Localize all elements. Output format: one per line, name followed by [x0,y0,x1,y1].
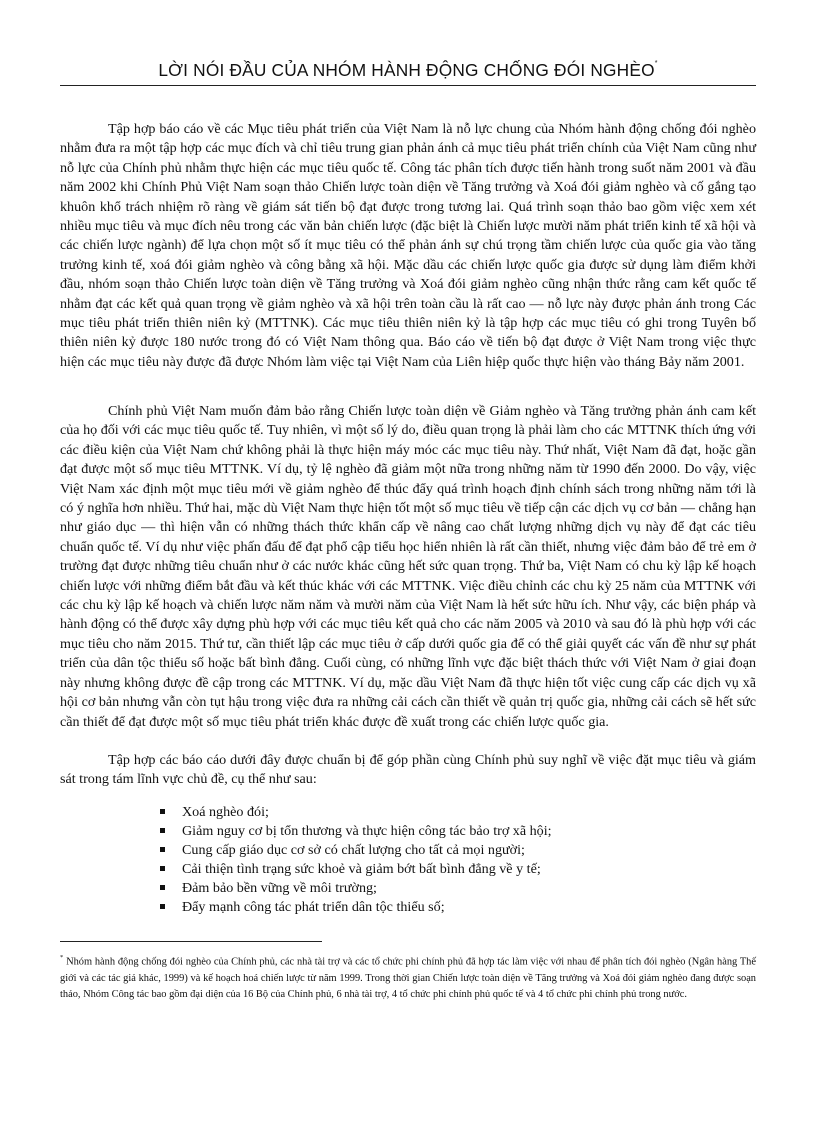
bullet-icon [160,847,165,852]
list-item-text: Cải thiện tình trạng sức khoẻ và giảm bớt bất bình đẳng về y tế; [182,861,541,877]
list-item [160,860,740,879]
footnote-separator [60,941,322,942]
list-item-text: Đảm bảo bền vững về môi trường; [182,880,377,896]
footnote [60,951,756,1003]
title-underline [60,85,756,86]
list-item-text: Đẩy mạnh công tác phát triển dân tộc thiểu số; [182,899,445,915]
footnote-marker: * [60,954,64,961]
page-title [60,60,756,81]
paragraph-2 [60,402,756,732]
list-item [160,879,740,898]
list-item-text: Xoá nghèo đói; [182,804,269,820]
paragraph-2-text: Chính phủ Việt Nam muốn đảm bảo rằng Chiến lược toàn diện về Giảm nghèo và Tăng trưởng phản ánh cam kết của họ đối với các mục tiêu quốc tế. Tuy nhiên, vì một số lý do, điều quan trọng là phải làm cho các MTTNK thích ứng với các điều kiện của Việt Nam chứ không phải là thực hiện máy móc các mục tiêu này. Thứ nhất, Việt Nam đã đạt, hoặc gần đạt được một số mục tiêu MTTNK. Ví dụ, tỷ lệ nghèo đã giảm một nữa trong những năm từ 1990 đến 2000. Do vậy, việc Việt Nam xác định một mục tiêu mới về giảm nghèo để thúc đẩy quá trình hoạch định chính sách trong những năm tới là có ý nghĩa hơn nhiều. Thứ hai, mặc dù Việt Nam thực hiện tốt một số mục tiêu về tiếp cận các dịch vụ cơ bản — chẳng hạn như giáo dục — thì hiện vẫn có những thách thức khẩn cấp về nâng cao chất lượng những dịch vụ này để đạt các tiêu chuẩn quốc tế. Ví dụ như việc phấn đấu để đạt phổ cập tiểu học hiển nhiên là rất cần thiết, nhưng việc đảm bảo để trẻ em ở trường đạt được những tiêu chuẩn như ở các nước khác cũng hết sức quan trọng. Thứ ba, Việt Nam có chu kỳ lập kế hoạch chiến lược với những điểm bắt đầu và kết thúc khác với các MTTNK. Việc điều chỉnh các chu kỳ 25 năm của MTTNK với các chu kỳ lập kế hoạch và chiến lược năm năm và mười năm của Việt Nam là hết sức hữu ích. Như vậy, các biện pháp và hành động có thể được xây dựng phù hợp với các mục tiêu kết quả cho các năm 2005 và 2010 và sau đó là phù hợp với các mục tiêu cho năm 2015. Thứ tư, cần thiết lập các mục tiêu ở cấp dưới quốc gia để có thể giải quyết các vấn đề như sự phát triển của dân tộc thiểu số hoặc bất bình đẳng. Cuối cùng, có những lĩnh vực đặc biệt thách thức với Việt Nam ở giai đoạn này nhưng không được đề cập trong các MTTNK. Ví dụ, mặc dầu Việt Nam đã thực hiện tốt việc cung cấp các dịch vụ xã hội cơ bản nhưng vẫn còn tụt hậu trong việc đưa ra những cải cách cần thiết về quản trị quốc gia, những cải cách sẽ hết sức cần thiết để đạt được một số mục tiêu phát triển khác được đề xuất trong các chiến lược quốc gia. [60,403,756,730]
footnote-text: Nhóm hành động chống đói nghèo của Chính phủ, các nhà tài trợ và các tổ chức phi chính phủ đã hợp tác làm việc với nhau để phân tích đói nghèo (Ngân hàng Thế giới và các tác giả khác, 1999) và kế hoạch hoá chiến lược từ năm 1999. Trong thời gian Chiến lược toàn diện về Tăng trưởng và Xoá đói giảm nghèo đang được soạn thảo, Nhóm Công tác bao gồm đại diện của 16 Bộ của Chính phủ, 6 nhà tài trợ, 4 tổ chức phi chính phủ quốc tế và 4 tổ chức phi chính phủ trong nước. [60,956,756,1000]
list-item [160,822,740,841]
list-item-text: Giảm nguy cơ bị tổn thương và thực hiện công tác bảo trợ xã hội; [182,823,552,839]
bullet-icon [160,885,165,890]
paragraph-1-text: Tập hợp báo cáo về các Mục tiêu phát triển của Việt Nam là nỗ lực chung của Nhóm hành động chống đói nghèo nhằm đưa ra một tập hợp các mục đích và chỉ tiêu trung gian phản ánh cả mục tiêu phát triển chính của Việt Nam cũng như nỗ lực của Chính phủ nhằm thực hiện các mục tiêu quốc tế. Công tác phân tích được tiến hành trong suốt năm 2001 và đầu năm 2002 khi Chính Phủ Việt Nam soạn thảo Chiến lược toàn diện về Tăng trưởng và Xoá đói giảm nghèo và cố gắng tạo khuôn khổ trách nhiệm rõ ràng về giám sát tiến bộ đạt được trong tương lai. Quá trình soạn thảo bao gồm việc xem xét nhiều mục tiêu và mục đích nêu trong các văn bản chiến lược (đặc biệt là Chiến lược mười năm phát triển kinh tế xã hội và các chiến lược ngành) để lựa chọn một số ít mục tiêu có thể phản ánh sự chú trọng tầm chiến lược của quốc gia vào tăng trưởng kinh tế, xoá đói giảm nghèo và công bằng xã hội. Mặc dầu các chiến lược quốc gia được sử dụng làm điểm khởi đầu, nhóm soạn thảo Chiến lược toàn diện về Tăng trưởng và Xoá đói giảm nghèo cũng nhận thức rằng cam kết quốc tế nhằm đạt các kết quả quan trọng về giảm nghèo và xã hội trên toàn cầu là rất cao — nỗ lực này được phản ánh trong Các mục tiêu phát triển thiên niên kỷ (MTTNK). Các mục tiêu thiên niên kỷ là tập hợp các mục tiêu có ghi trong Tuyên bố thiên niên kỷ được 180 nước trong đó có Việt Nam thông qua. Báo cáo về tiến bộ đạt được ở Việt Nam trong việc thực hiện các mục tiêu này được đã được Nhóm làm việc tại Việt Nam của Liên hiệp quốc thực hiện vào tháng Bảy năm 2001. [60,121,756,370]
list-item [160,803,740,822]
title-footnote-marker: * [654,60,658,68]
bullet-icon [160,866,165,871]
bullet-icon [160,828,165,833]
paragraph-3-text: Tập hợp các báo cáo dưới đây được chuẩn bị để góp phần cùng Chính phủ suy nghĩ về việc đặt mục tiêu và giám sát trong tám lĩnh vực chủ đề, cụ thể như sau: [60,752,756,788]
page-title-text: LỜI NÓI ĐẦU CỦA NHÓM HÀNH ĐỘNG CHỐNG ĐÓI NGHÈO [158,60,655,80]
bullet-icon [160,809,165,814]
paragraph-3 [60,751,756,790]
list-item [160,898,740,917]
bullet-icon [160,904,165,909]
list-item [160,841,740,860]
paragraph-1 [60,120,756,372]
list-item-text: Cung cấp giáo dục cơ sở có chất lượng cho tất cả mọi người; [182,842,525,858]
topic-bullet-list [160,803,740,917]
